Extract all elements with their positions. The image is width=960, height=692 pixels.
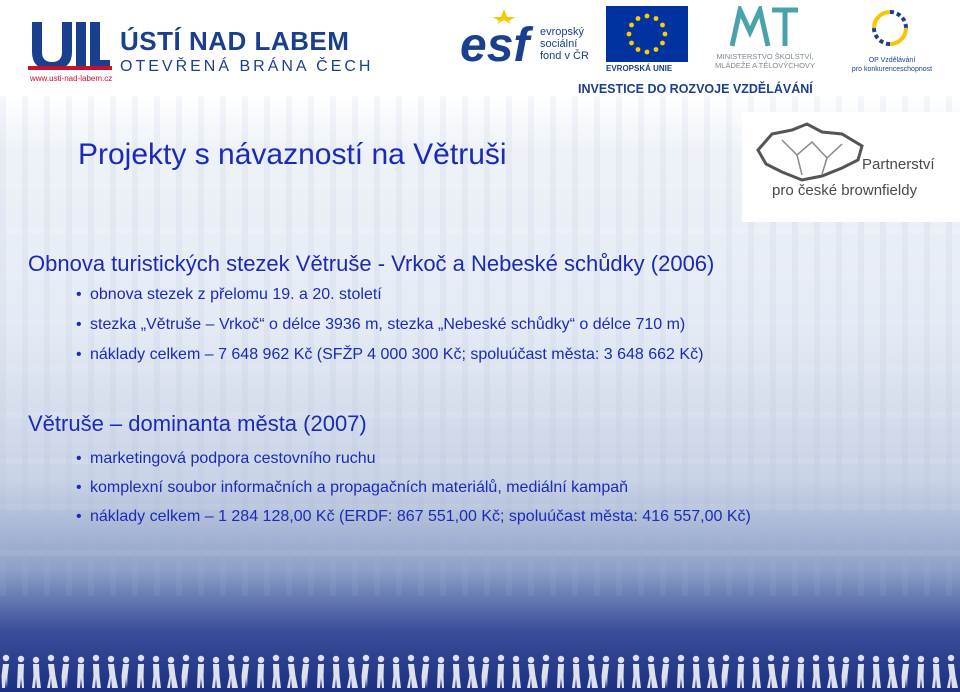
usti-logo: [28, 12, 374, 84]
esf-logo: [460, 8, 600, 78]
op-text: OP Vzdělávání pro konkurenceschopnost: [851, 57, 933, 73]
city-url: www.usti-nad-labem.cz: [30, 74, 113, 83]
msmt-logo: [694, 6, 836, 78]
partner-line1: Partnerství: [862, 156, 935, 173]
msmt-text: MINISTERSTVO ŠKOLSTVÍ, MLÁDEŽE A TĚLOVÝCHOVY: [715, 52, 815, 70]
city-subtitle: OTEVŘENÁ BRÁNA ČECH: [120, 58, 374, 75]
op-logo: [842, 6, 942, 78]
op-mark-icon: [868, 6, 912, 50]
investice-tagline: INVESTICE DO ROZVOJE VZDĚLÁVÁNÍ: [578, 82, 813, 96]
list-item: • komplexní soubor informačních a propagačních materiálů, mediální kampaň: [76, 479, 629, 496]
esf-letters: esf: [460, 19, 530, 72]
msmt-mark-icon: [730, 6, 800, 50]
section-heading-stezky: Obnova turistických stezek Větruše - Vrkoč a Nebeské schůdky (2006): [28, 251, 715, 276]
slide-title: Projekty s návazností na Větruši: [78, 138, 507, 171]
eu-logo: [606, 6, 688, 76]
footer-people-silhouettes: [0, 648, 960, 692]
czech-map-icon: [752, 120, 872, 190]
eu-label: EVROPSKÁ UNIE: [606, 64, 673, 73]
list-item: • stezka „Větruše – Vrkoč“ o délce 3936 m, stezka „Nebeské schůdky“ o délce 710 m): [76, 316, 686, 333]
list-item: • náklady celkem – 1 284 128,00 Kč (ERDF: 867 551,00 Kč; spoluúčast města: 416 557,00 Kč): [76, 508, 751, 525]
partnerstvi-logo: [742, 112, 960, 222]
list-item: • marketingová podpora cestovního ruchu: [76, 450, 376, 467]
section-heading-dominanta: Větruše – dominanta města (2007): [28, 411, 367, 436]
partner-line2: pro české brownfieldy: [772, 182, 918, 199]
eu-flag-icon: [606, 6, 688, 62]
usti-logo-mark: [28, 16, 112, 72]
esf-text: evropský sociální fond v ČR: [540, 26, 589, 62]
header-bar: [0, 0, 960, 96]
city-title: ÚSTÍ NAD LABEM: [120, 26, 350, 56]
list-item: • náklady celkem – 7 648 962 Kč (SFŽP 4 000 300 Kč; spoluúčast města: 3 648 662 Kč): [76, 346, 704, 363]
list-item: • obnova stezek z přelomu 19. a 20. století: [76, 286, 382, 303]
